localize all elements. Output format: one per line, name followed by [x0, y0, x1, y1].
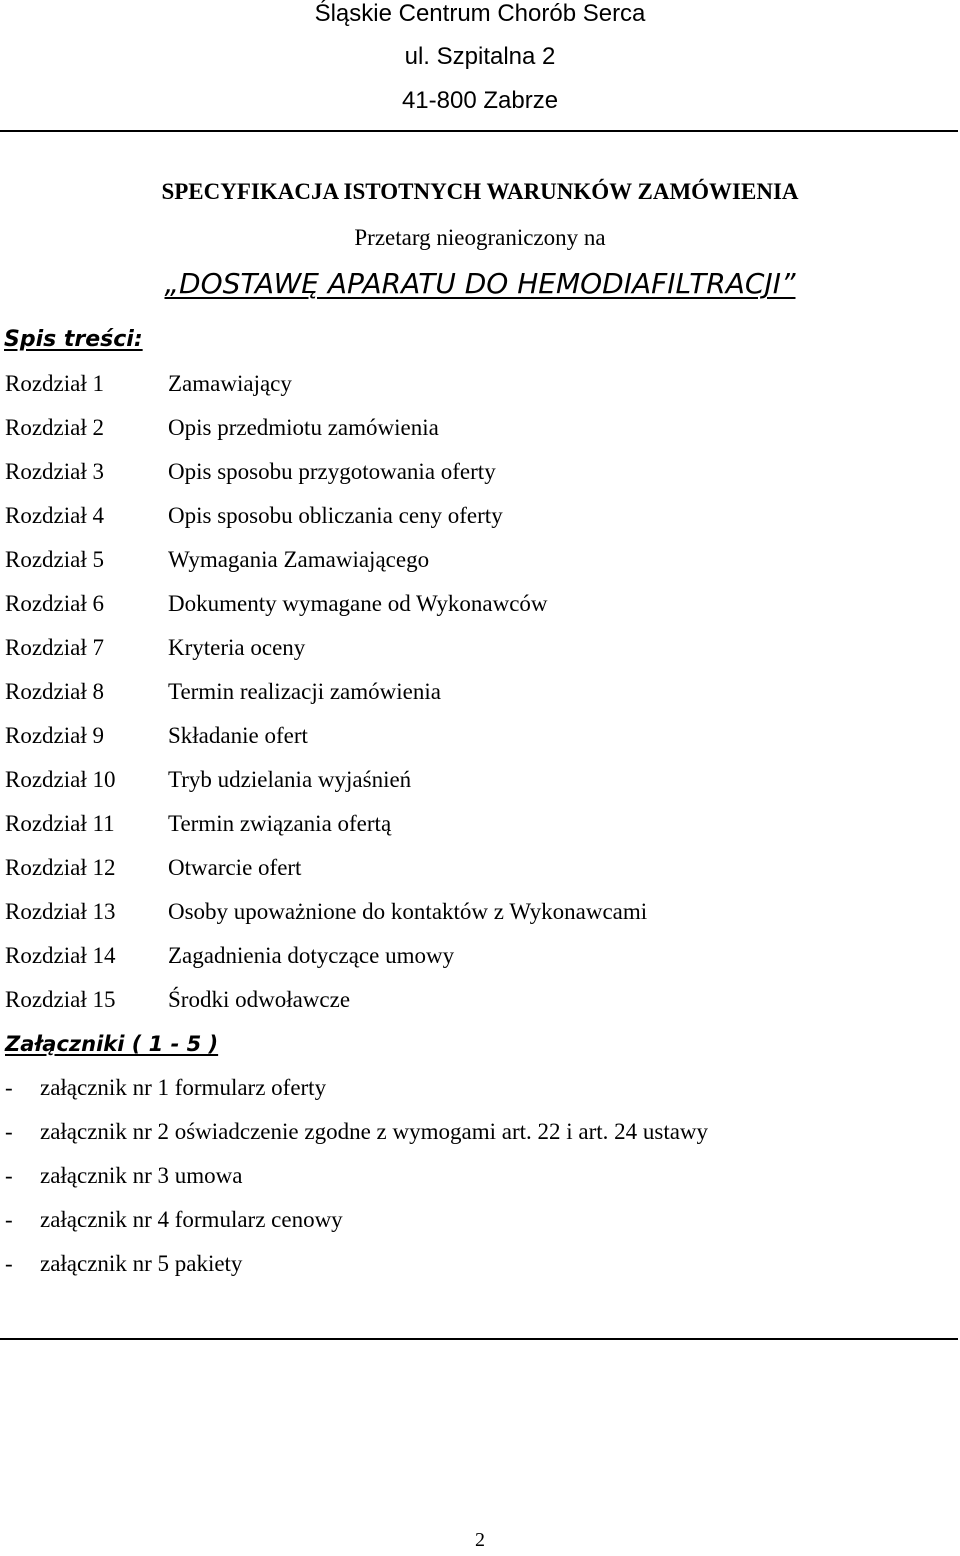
attachment-text: załącznik nr 3 umowa: [40, 1163, 243, 1188]
toc-row: [0, 406, 960, 450]
toc-row: [0, 846, 960, 890]
toc-row: [0, 626, 960, 670]
attachment-item: [0, 1154, 960, 1198]
chapter-title: Składanie ofert: [168, 723, 308, 748]
toc-row: [0, 978, 960, 1022]
toc-row: [0, 934, 960, 978]
attachment-item: [0, 1242, 960, 1286]
document-subtitle: Przetarg nieograniczony na: [354, 225, 606, 250]
list-dash: -: [5, 1119, 13, 1144]
institution-name: Śląskie Centrum Chorób Serca: [314, 0, 646, 27]
toc-row: [0, 714, 960, 758]
document-title: SPECYFIKACJA ISTOTNYCH WARUNKÓW ZAMÓWIENIA: [161, 179, 799, 204]
chapter-title: Zagadnienia dotyczące umowy: [168, 943, 455, 968]
toc-row: [0, 538, 960, 582]
attachment-item: [0, 1110, 960, 1154]
chapter-number: Rozdział 15: [5, 987, 116, 1012]
chapter-title: Termin związania ofertą: [168, 811, 392, 836]
chapter-title: Środki odwoławcze: [168, 987, 351, 1012]
chapter-title: Zamawiający: [168, 371, 292, 396]
toc-row: [0, 758, 960, 802]
chapter-number: Rozdział 12: [5, 855, 116, 880]
chapter-number: Rozdział 3: [5, 459, 104, 484]
table-of-contents: [0, 362, 960, 1022]
chapter-number: Rozdział 7: [5, 635, 104, 660]
toc-row: [0, 362, 960, 406]
attachment-item: [0, 1066, 960, 1110]
list-dash: -: [5, 1207, 13, 1232]
attachments-heading: Załączniki ( 1 - 5 ): [5, 1032, 219, 1056]
chapter-title: Wymagania Zamawiającego: [168, 547, 430, 572]
chapter-number: Rozdział 6: [5, 591, 104, 616]
attachment-item: [0, 1198, 960, 1242]
toc-row: [0, 450, 960, 494]
chapter-number: Rozdział 5: [5, 547, 104, 572]
chapter-number: Rozdział 4: [5, 503, 104, 528]
footer-divider: [0, 1338, 958, 1340]
chapter-title: Kryteria oceny: [168, 635, 306, 660]
chapter-title: Opis przedmiotu zamówienia: [168, 415, 439, 440]
tender-subject: [0, 266, 960, 302]
chapter-title: Termin realizacji zamówienia: [168, 679, 441, 704]
chapter-title: Tryb udzielania wyjaśnień: [168, 767, 412, 792]
chapter-number: Rozdział 2: [5, 415, 104, 440]
list-dash: -: [5, 1075, 13, 1100]
chapter-number: Rozdział 1: [5, 371, 104, 396]
chapter-title: Osoby upoważnione do kontaktów z Wykonawcami: [168, 899, 648, 924]
header-divider: [0, 130, 958, 132]
chapter-title: Opis sposobu przygotowania oferty: [168, 459, 496, 484]
chapter-number: Rozdział 10: [5, 767, 116, 792]
attachment-text: załącznik nr 2 oświadczenie zgodne z wymogami art. 22 i art. 24 ustawy: [40, 1119, 709, 1144]
chapter-title: Opis sposobu obliczania ceny oferty: [168, 503, 503, 528]
chapter-title: Otwarcie ofert: [168, 855, 302, 880]
toc-row: [0, 802, 960, 846]
toc-row: [0, 582, 960, 626]
chapter-number: Rozdział 13: [5, 899, 116, 924]
institution-city: 41-800 Zabrze: [401, 87, 559, 114]
institution-street: ul. Szpitalna 2: [404, 43, 556, 70]
tender-subject-text: „DOSTAWĘ APARATU DO HEMODIAFILTRACJI”: [164, 267, 796, 300]
toc-row: [0, 890, 960, 934]
chapter-number: Rozdział 14: [5, 943, 116, 968]
toc-row: [0, 494, 960, 538]
chapter-title: Dokumenty wymagane od Wykonawców: [168, 591, 548, 616]
list-dash: -: [5, 1251, 13, 1276]
attachment-text: załącznik nr 5 pakiety: [40, 1251, 243, 1276]
attachment-text: załącznik nr 4 formularz cenowy: [40, 1207, 343, 1232]
toc-heading: Spis treści:: [4, 327, 143, 352]
list-dash: -: [5, 1163, 13, 1188]
attachments-list: [0, 1066, 960, 1286]
page-number: 2: [475, 1529, 485, 1551]
attachment-text: załącznik nr 1 formularz oferty: [40, 1075, 327, 1100]
chapter-number: Rozdział 9: [5, 723, 104, 748]
chapter-number: Rozdział 8: [5, 679, 104, 704]
chapter-number: Rozdział 11: [5, 811, 115, 836]
toc-row: [0, 670, 960, 714]
